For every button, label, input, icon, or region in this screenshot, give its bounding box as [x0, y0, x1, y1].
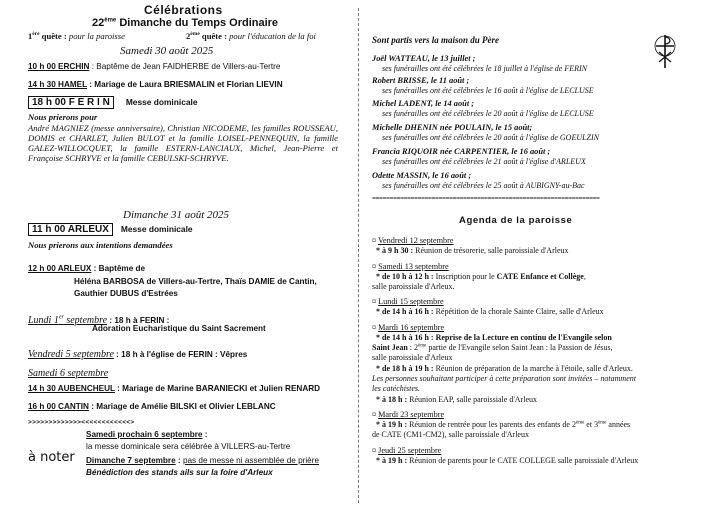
prayer-intentions-1: André MAGNIEZ (messe anniversaire), Christian NICODEME, les familles ROUSSEAU, DOMIS et CHARLET, Julien BULOT et la famille LOISEL-PENNEQUIN, la famille GALEZ-WILLOCQUET, la famille ESTERN-LANCIAUX, Michel, Jean-Pierre et Françoise SCHRYVE et la famille CEBULSKI-SCHRYVE. [28, 123, 338, 163]
agenda-date: ¤ Vendredi 12 septembre [372, 236, 454, 245]
agenda-date: ¤ Samedi 13 septembre [372, 262, 449, 271]
agenda-date: ¤ Lundi 15 septembre [372, 297, 444, 306]
agenda-item: * à 18 h : Réunion EAP, salle paroissiale d'Arleux [376, 395, 537, 404]
deceased-name: Francia RIQUOIR née CARPENTIER, le 16 août ; [372, 147, 551, 156]
note-1-detail: la messe dominicale sera célébrée à VILLERS-au-Tertre [86, 442, 291, 451]
day-heading-dimanche-31: Dimanche 31 août 2025 [123, 209, 230, 221]
agenda-item-cont: Saint Jean : 2ème partie de l'Evangile selon Saint Jean : la Passion de Jésus, [372, 343, 613, 352]
deceased-name: Robert BRISSE, le 11 août ; [372, 76, 470, 85]
agenda-item: * à 9 h 30 : Réunion de trésorerie, salle paroissiale d'Arleux [376, 246, 569, 255]
agenda-item-cont: salle paroissiale d'Arleux [372, 353, 453, 362]
agenda-item: * de 18 h à 19 h : Réunion de préparation de la marche à l'étoile, salle d'Arleux. [376, 364, 633, 373]
agenda-item-cont: de CATE (CM1-CM2), salle paroissiale d'Arleux [372, 430, 529, 439]
bapteme-names-2: Gauthier DUBUS d'Estrées [74, 289, 178, 298]
deceased-funeral: ses funérailles ont été célébrées le 25 août à AUBIGNY-au-Bac [382, 181, 585, 190]
agenda-date: ¤ Jeudi 25 septembre [372, 446, 442, 455]
agenda-item-note: les catéchistes. [372, 384, 420, 393]
chi-rho-cross-icon [652, 34, 678, 70]
agenda-item: * de 14 h à 16 h : Répétition de la chorale Sainte Claire, salle d'Arleux [376, 307, 604, 316]
agenda-title: Agenda de la paroisse [459, 215, 573, 226]
prayer-intro-1: Nous prierons pour [28, 112, 98, 122]
note-2-detail: Bénédiction des stands ails sur la foire d'Arleux [86, 468, 273, 477]
note-1: Samedi prochain 6 septembre : [86, 430, 208, 439]
deceased-funeral: ses funérailles ont été célébrées le 20 août à l'église de LECLUSE [382, 109, 594, 118]
quete-1: 1ère quête : pour la paroisse [28, 31, 125, 41]
adoration-line: Adoration Eucharistique du Saint Sacrement [92, 324, 266, 333]
deceased-funeral: ses funérailles ont été célébrées le 16 août à l'église de LECLUSE [382, 86, 594, 95]
prayer-intro-2: Nous prierons aux intentions demandées [28, 240, 173, 250]
deceased-name: Michelle DHENIN née POULAIN, le 15 août; [372, 123, 533, 132]
arrows-divider: >>>>>>>>>>>>><<<<<<<<<<<<> [28, 419, 135, 426]
agenda-item: * à 19 h : Réunion de parents pour le CATE COLLEGE salle paroissiale d'Arleux [376, 456, 639, 465]
deceased-name: Michel LADENT, le 14 août ; [372, 99, 475, 108]
event-arleux-bapteme: 12 h 00 ARLEUX : Baptême de [28, 264, 146, 273]
event-cantin: 16 h 00 CANTIN : Mariage de Amélie BILSKI et Olivier LEBLANC [28, 402, 276, 411]
celebrations-title: Célébrations [144, 3, 223, 17]
event-hamel: 14 h 30 HAMEL : Mariage de Laura BRIESMALIN et Florian LIEVIN [28, 80, 283, 89]
deceased-name: Joël WATTEAU, le 13 juillet ; [372, 54, 476, 63]
event-lundi: Lundi 1er septembre : 18 h à FERIN : [28, 314, 170, 326]
deceased-funeral: ses funérailles ont été célébrées le 20 août à l'église de GOEULZIN [382, 133, 600, 142]
bapteme-names-1: Héléna BARBOSA de Villers-au-Tertre, Thaïs DAMIE de Cantin, [74, 277, 317, 286]
deceased-funeral: ses funérailles ont été célébrées le 21 août à l'église d'ARLEUX [382, 157, 586, 166]
day-heading-samedi-30: Samedi 30 août 2025 [120, 45, 214, 57]
note-2: Dimanche 7 septembre : pas de messe ni assemblée de prière [86, 456, 320, 465]
event-aubencheul: 14 h 30 AUBENCHEUL : Mariage de Marine BARANIECKI et Julien RENARD [28, 384, 321, 393]
agenda-item: * à 19 h : Réunion de rentrée pour les parents des enfants de 2ème et 3ème années [376, 420, 631, 429]
deceased-name: Odette MASSIN, le 16 août ; [372, 171, 472, 180]
deceased-funeral: ses funérailles ont été célébrées le 18 juillet à l'église de FERIN [382, 64, 587, 73]
agenda-item-cont: salle paroissiale d'Arleux. [372, 282, 455, 291]
column-separator [358, 8, 359, 503]
quete-2: 2ème quête : pour l'éducation de la foi [186, 31, 316, 41]
event-erchin: 10 h 00 ERCHIN : Baptême de Jean FAIDHERBE de Villers-au-Tertre [28, 62, 281, 71]
agenda-item-note: Les personnes souhaitant participer à cette préparation sont invitées – notamment [372, 374, 636, 383]
event-vendredi: Vendredi 5 septembre : 18 h à l'église de FERIN : Vêpres [28, 349, 248, 360]
equals-divider: ================================================================= [372, 195, 600, 202]
deceased-title: Sont partis vers la maison du Père [372, 35, 500, 45]
event-arleux-mass: 11 h 00 ARLEUX Messe dominicale [28, 224, 193, 235]
agenda-item: * de 10 h à 12 h : Inscription pour le CATE Enfance et Collège, [376, 272, 586, 281]
day-heading-samedi-6: Samedi 6 septembre [28, 368, 109, 379]
sunday-title: 22ème Dimanche du Temps Ordinaire [92, 17, 279, 29]
agenda-item: * de 14 h à 16 h : Reprise de la Lecture en continu de l'Evangile selon [376, 333, 612, 342]
event-ferin: 18 h 00 F E R I N Messe dominicale [28, 97, 198, 108]
agenda-date: ¤ Mardi 23 septembre [372, 410, 445, 419]
a-noter-label: à noter [28, 450, 75, 465]
agenda-date: ¤ Mardi 16 septembre [372, 323, 445, 332]
